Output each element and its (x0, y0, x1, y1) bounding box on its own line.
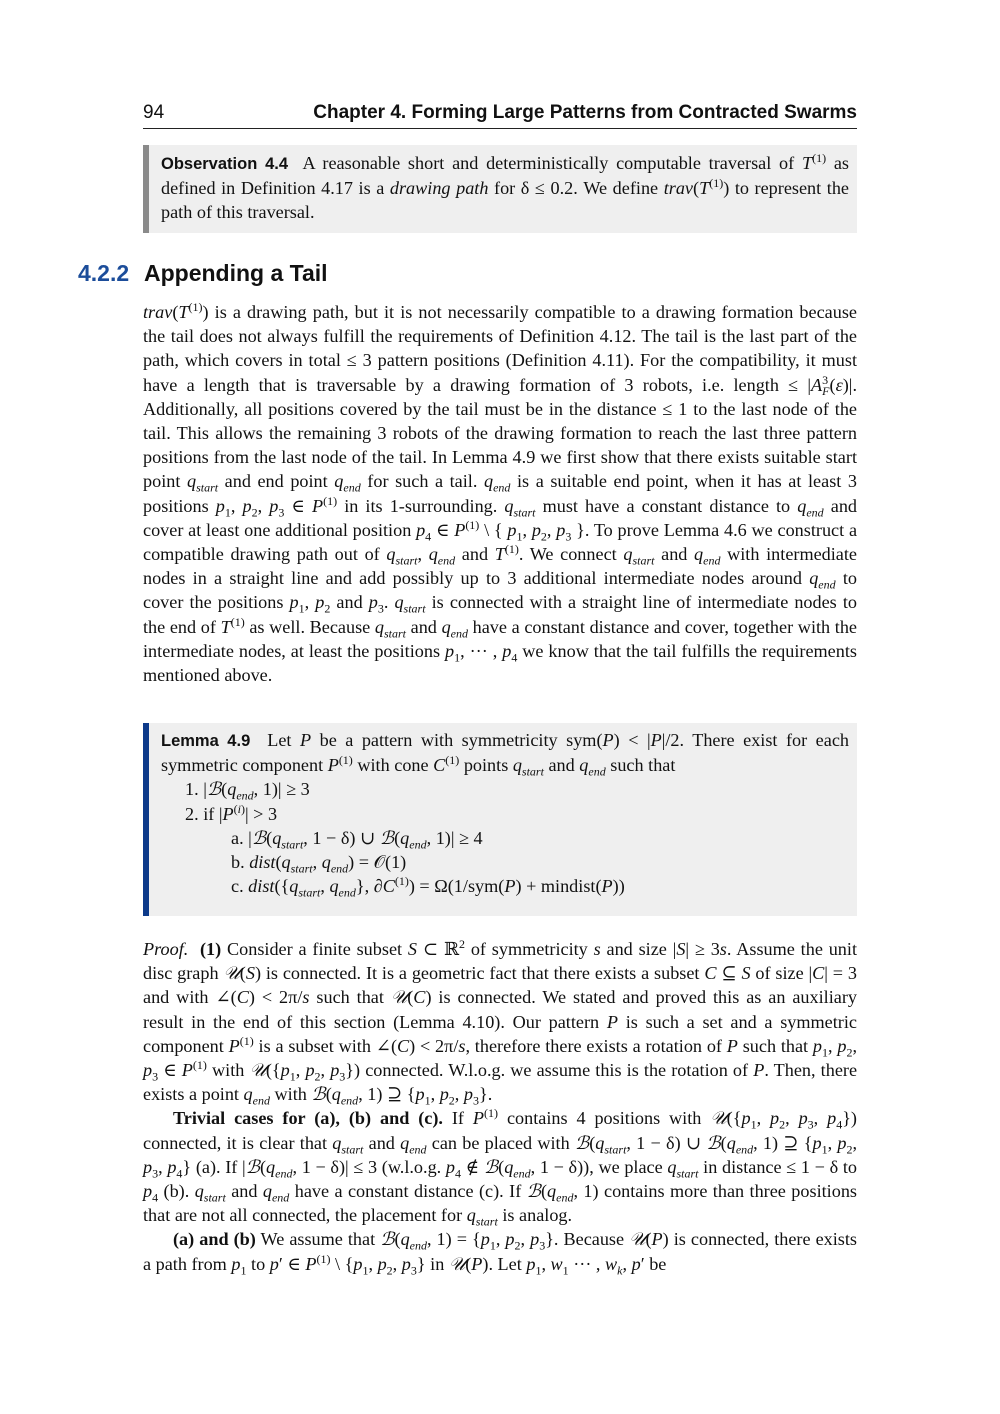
lemma-item-2: 2. if $|P^{(i)}| > 3$ (185, 801, 278, 824)
page-number: 94 (143, 102, 165, 123)
lemma-item-1: 1. $|ℬ(q_{end}$, 1)| ≥ 3 (185, 779, 310, 804)
observation-box (143, 145, 857, 233)
chapter-title: Chapter 4. Forming Large Patterns from Contracted Swarms (313, 102, 857, 123)
proof (143, 937, 857, 1276)
proof-paragraph-2-heading: Trivial cases for (a), (b) and (c). (173, 1108, 443, 1129)
section-heading (78, 260, 328, 287)
proof-paragraph-3-heading: (a) and (b) (173, 1229, 256, 1250)
lemma-item-2b: b. $dist(q_{start}$, $q_{end}$) = 𝒪(1) (231, 852, 407, 876)
observation-text: Observation 4.4 A reasonable short and deterministically computable traversal of $T^{(1)}$ as defined in Definition 4.17 is a drawing path for δ ≤ 0.2. We define $trav(T^{(1)})$ to represent the path of this traversal. (161, 150, 849, 223)
observation-label: Observation 4.4 (161, 155, 289, 173)
lemma-label: Lemma 4.9 (161, 732, 251, 750)
section-title: Appending a Tail (144, 260, 328, 286)
section-number: 4.2.2 (78, 260, 130, 286)
proof-paragraph-3: (a) and (b) We assume that $ℬ(q_{end}$, $1) = \{p_1$, $p_2$, $p_3$}. Because 𝒰(P) is connected, there exists a path from $p_1$ to p′ ∈ $P^{(1)}$ \ {$p_1$, $p_2$, $p_3$} in 𝒰(P). Let $p_1$, $w_1$ ··· , $w_k$, p′ be (143, 1229, 857, 1278)
section-paragraph: $trav(T^{(1)})$ is a drawing path, but it is not necessarily compatible to a drawing formation because the tail does not always fulfill the requirements of Definition 4.12. The tail is the last part of the path, which covers in total ≤ 3 pattern positions (Definition 4.11). For the compatibility, it must have a length that is traversable by a drawing formation of 3 robots, i.e. length ≤ $|A^3_F(\varepsilon)|$. Additionally, all positions covered by the tail must be in the distance ≤ 1 to the last node of the tail. This allows the remaining 3 robots of the drawing formation to reach the last three pattern positions from the last node of the tail. In Lemma 4.9 we first show that there exists suitable start point $q_{start}$ and end point $q_{end}$ for such a tail. $q_{end}$ is a suitable end point, when it has at least 3 positions $p_1$, $p_2$, $p_3$ ∈ $P^{(1)}$ in its 1-surrounding. $q_{start}$ must have a constant distance to $q_{end}$ and cover at least one additional position $p_4$ ∈ $P^{(1)}$ \ { $p_1$, $p_2$, $p_3$ }. To prove Lemma 4.6 we construct a compatible drawing path out of $q_{start}$, $q_{end}$ and $T^{(1)}$. We connect $q_{start}$ and $q_{end}$ with intermediate nodes in a straight line and add possibly up to 3 additional intermediate nodes around $q_{end}$ to cover the positions $p_1$, $p_2$ and $p_3$. $q_{start}$ is connected with a straight line of intermediate nodes to the end of $T^{(1)}$ as well. Because $q_{start}$ and $q_{end}$ have a constant distance and cover, together with the intermediate nodes, at least the positions $p_1$, ··· , $p_4$ we know that the tail fulfills the requirements mentioned above. (143, 299, 858, 686)
lemma-box (143, 723, 857, 916)
proof-label: Proof. (143, 939, 189, 959)
proof-paragraph-1: Proof. (1) Consider a finite subset S ⊂ ℝ$^2$ of symmetricity s and size |S| ≥ 3s. Assume the unit disc graph 𝒰(S) is connected. It is a geometric fact that there exists a subset C ⊆ S of size |C| = 3 and with ∠(C) < 2π/s such that 𝒰(C) is connected. We stated and proved this as an auxiliary result in the end of this section (Lemma 4.10). Our pattern P is such a set and a symmetric component $P^{(1)}$ is a subset with ∠(C) < 2π/s, therefore there exists a rotation of P such that $p_1$, $p_2$, $p_3$ ∈ $P^{(1)}$ with $𝒰(\{p_1$, $p_2$, $p_3$}) connected. W.l.o.g. we assume this is the rotation of P. Then, there exists a point $q_{end}$ with $ℬ(q_{end}$, 1) ⊇ {$p_1$, $p_2$, $p_3$}. (143, 936, 858, 1108)
running-head (143, 100, 857, 129)
lemma-item-2a: a. $|ℬ(q_{start}$, 1 − δ) ∪ $ℬ(q_{end}$, 1)| ≥ 4 (231, 827, 483, 852)
lemma-item-2c: c. $dist(\{q_{start}$, $q_{end}$}, $\partial C^{(1)}) = \Omega(1/sym(P)$ + mindist(P)) (231, 874, 625, 900)
proof-paragraph-2: Trivial cases for (a), (b) and (c). If $P^{(1)}$ contains 4 positions with $𝒰(\{p_1$, $p_2$, $p_3$, $p_4$}) connected, it is clear that $q_{start}$ and $q_{end}$ can be placed with $ℬ(q_{start}$, 1 − δ) ∪ $ℬ(q_{end}$, 1) ⊇ {$p_1$, $p_2$, $p_3$, $p_4$} (a). If $|ℬ(q_{end}$, 1 − δ)| ≤ 3 (w.l.o.g. $p_4$ ∉ $ℬ(q_{end}$, 1 − δ)), we place $q_{start}$ in distance ≤ 1 − δ to $p_4$ (b). $q_{start}$ and $q_{end}$ have a constant distance (c). If $ℬ(q_{end}$, 1) contains more than three positions that are not all connected, the placement for $q_{start}$ is analog. (143, 1106, 858, 1229)
lemma-text: Lemma 4.9 Let P be a pattern with symmetricity sym(P) < |P|/2. There exist for each symmetric component $P^{(1)}$ with cone $C^{(1)}$ points $q_{start}$ and $q_{end}$ such that 1. $|ℬ(q_{end}$, 1)| ≥ 3 2. if $|P^{(i)}| > 3$ a. $|ℬ(q_{start}$, 1 − δ) ∪ $ℬ(q_{end}$, 1)| ≥ 4 b. $dist(q_{start}$, $q_{end}$) = 𝒪(1) c. $dist(\{q_{start}$, $q_{end}$}, $\partial C^{(1)}) = \Omega(1/sym(P)$ + mindist(P)) (161, 730, 849, 900)
